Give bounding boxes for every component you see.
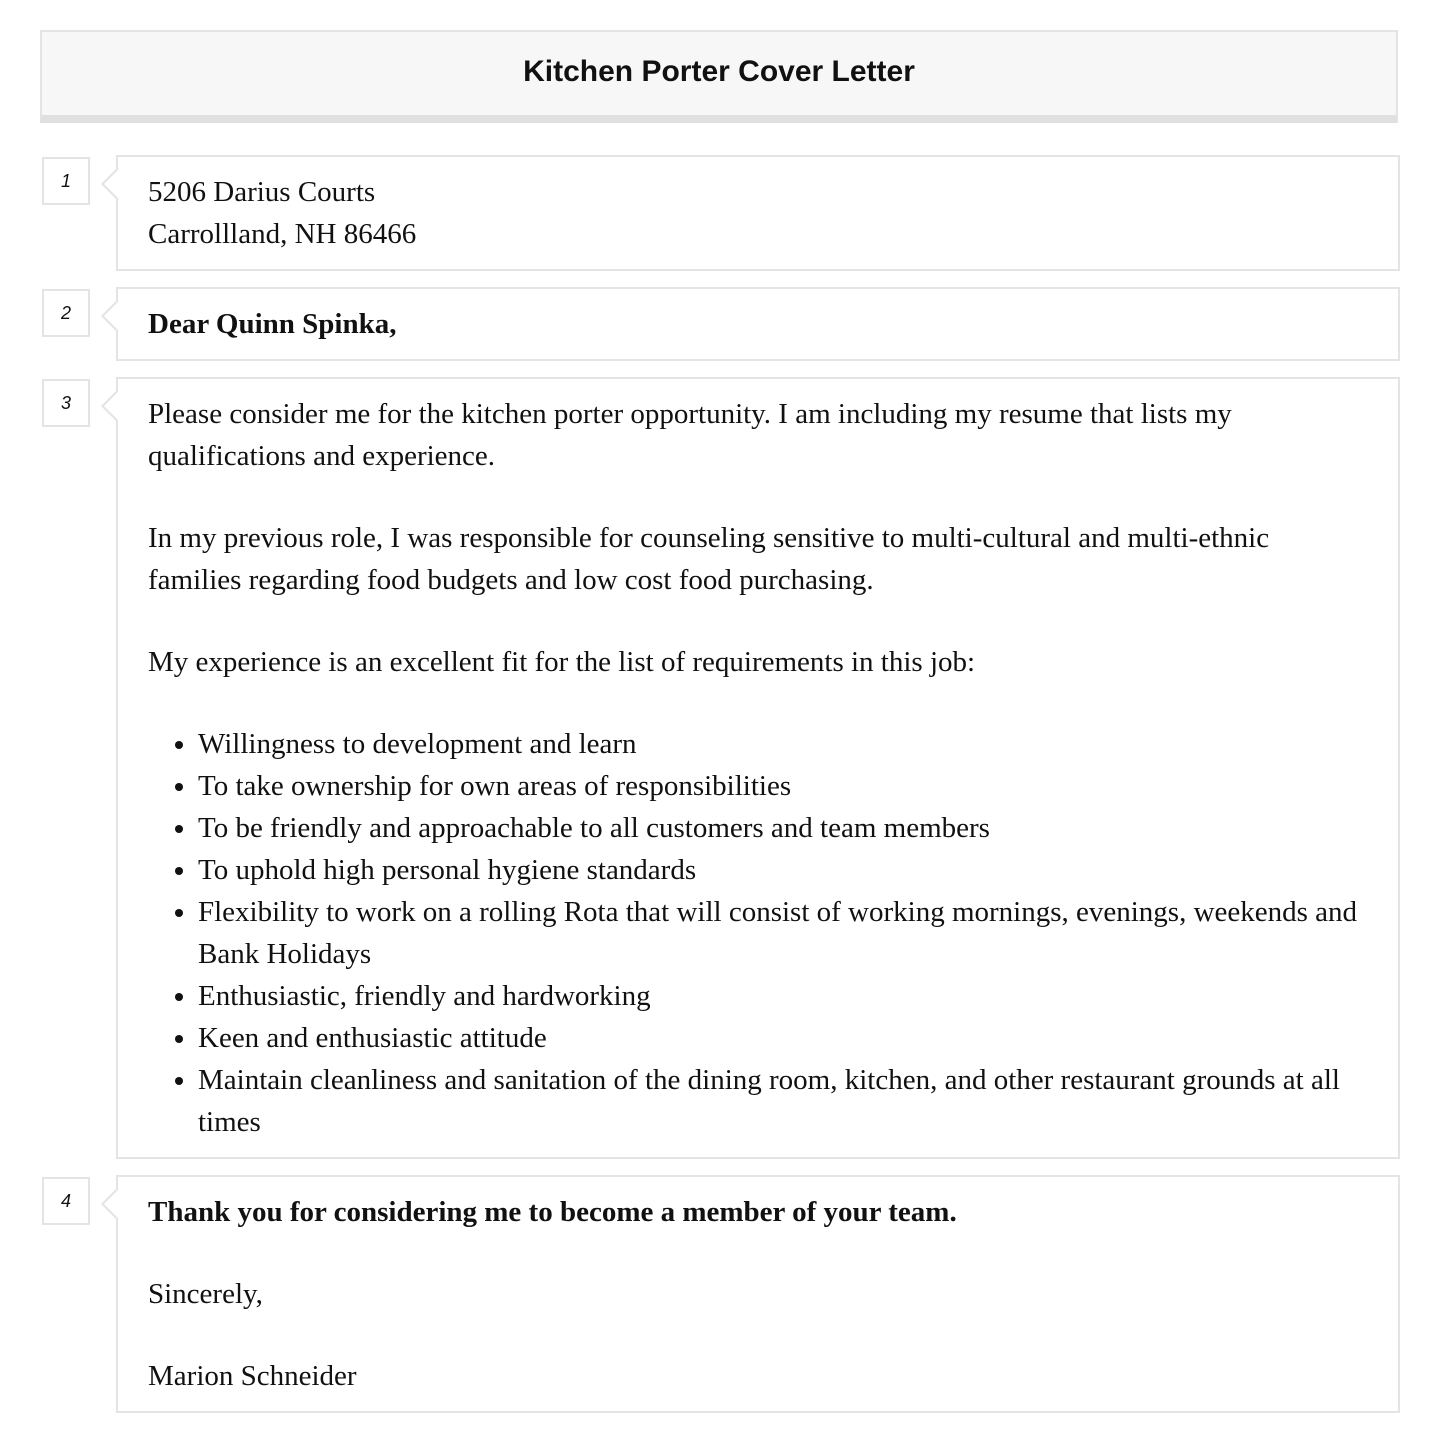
list-item: • Keen and enthusiastic attitude	[198, 1017, 1368, 1059]
list-item: • Willingness to development and learn	[198, 723, 1368, 765]
document-header	[40, 30, 1398, 123]
list-item: • To be friendly and approachable to all customers and team members	[198, 807, 1368, 849]
closing-salutation: Sincerely,	[148, 1278, 263, 1310]
section-number-4: 4	[42, 1177, 90, 1225]
requirements-intro: My experience is an excellent fit for the list of requirements in this job:	[148, 646, 976, 678]
body-section	[116, 377, 1400, 1159]
signature-name: Marion Schneider	[148, 1360, 357, 1392]
section-number-1: 1	[42, 157, 90, 205]
address-line-1: 5206 Darius Courts	[148, 176, 376, 208]
section-number-3: 3	[42, 379, 90, 427]
list-item: • To uphold high personal hygiene standards	[198, 849, 1368, 891]
requirements-list	[148, 723, 1368, 1143]
intro-paragraph: Please consider me for the kitchen porter opportunity. I am including my resume that lists my qualifications and experience.	[148, 398, 1232, 472]
list-item: • Flexibility to work on a rolling Rota that will consist of working mornings, evenings, weekends and Bank Holidays	[198, 891, 1368, 975]
address-section	[116, 155, 1400, 271]
list-item: • Maintain cleanliness and sanitation of the dining room, kitchen, and other restaurant grounds at all times	[198, 1059, 1368, 1143]
experience-paragraph: In my previous role, I was responsible for counseling sensitive to multi-cultural and multi-ethnic families regarding food budgets and low cost food purchasing.	[148, 522, 1270, 596]
closing-section	[116, 1175, 1400, 1413]
list-item: • Enthusiastic, friendly and hardworking	[198, 975, 1368, 1017]
list-item: • To take ownership for own areas of responsibilities	[198, 765, 1368, 807]
greeting: Dear Quinn Spinka,	[148, 308, 397, 340]
greeting-section	[116, 287, 1400, 361]
thank-you-line: Thank you for considering me to become a member of your team.	[148, 1196, 957, 1228]
address-line-2: Carrollland, NH 86466	[148, 218, 417, 250]
section-number-2: 2	[42, 289, 90, 337]
page-title: Kitchen Porter Cover Letter	[523, 54, 915, 88]
